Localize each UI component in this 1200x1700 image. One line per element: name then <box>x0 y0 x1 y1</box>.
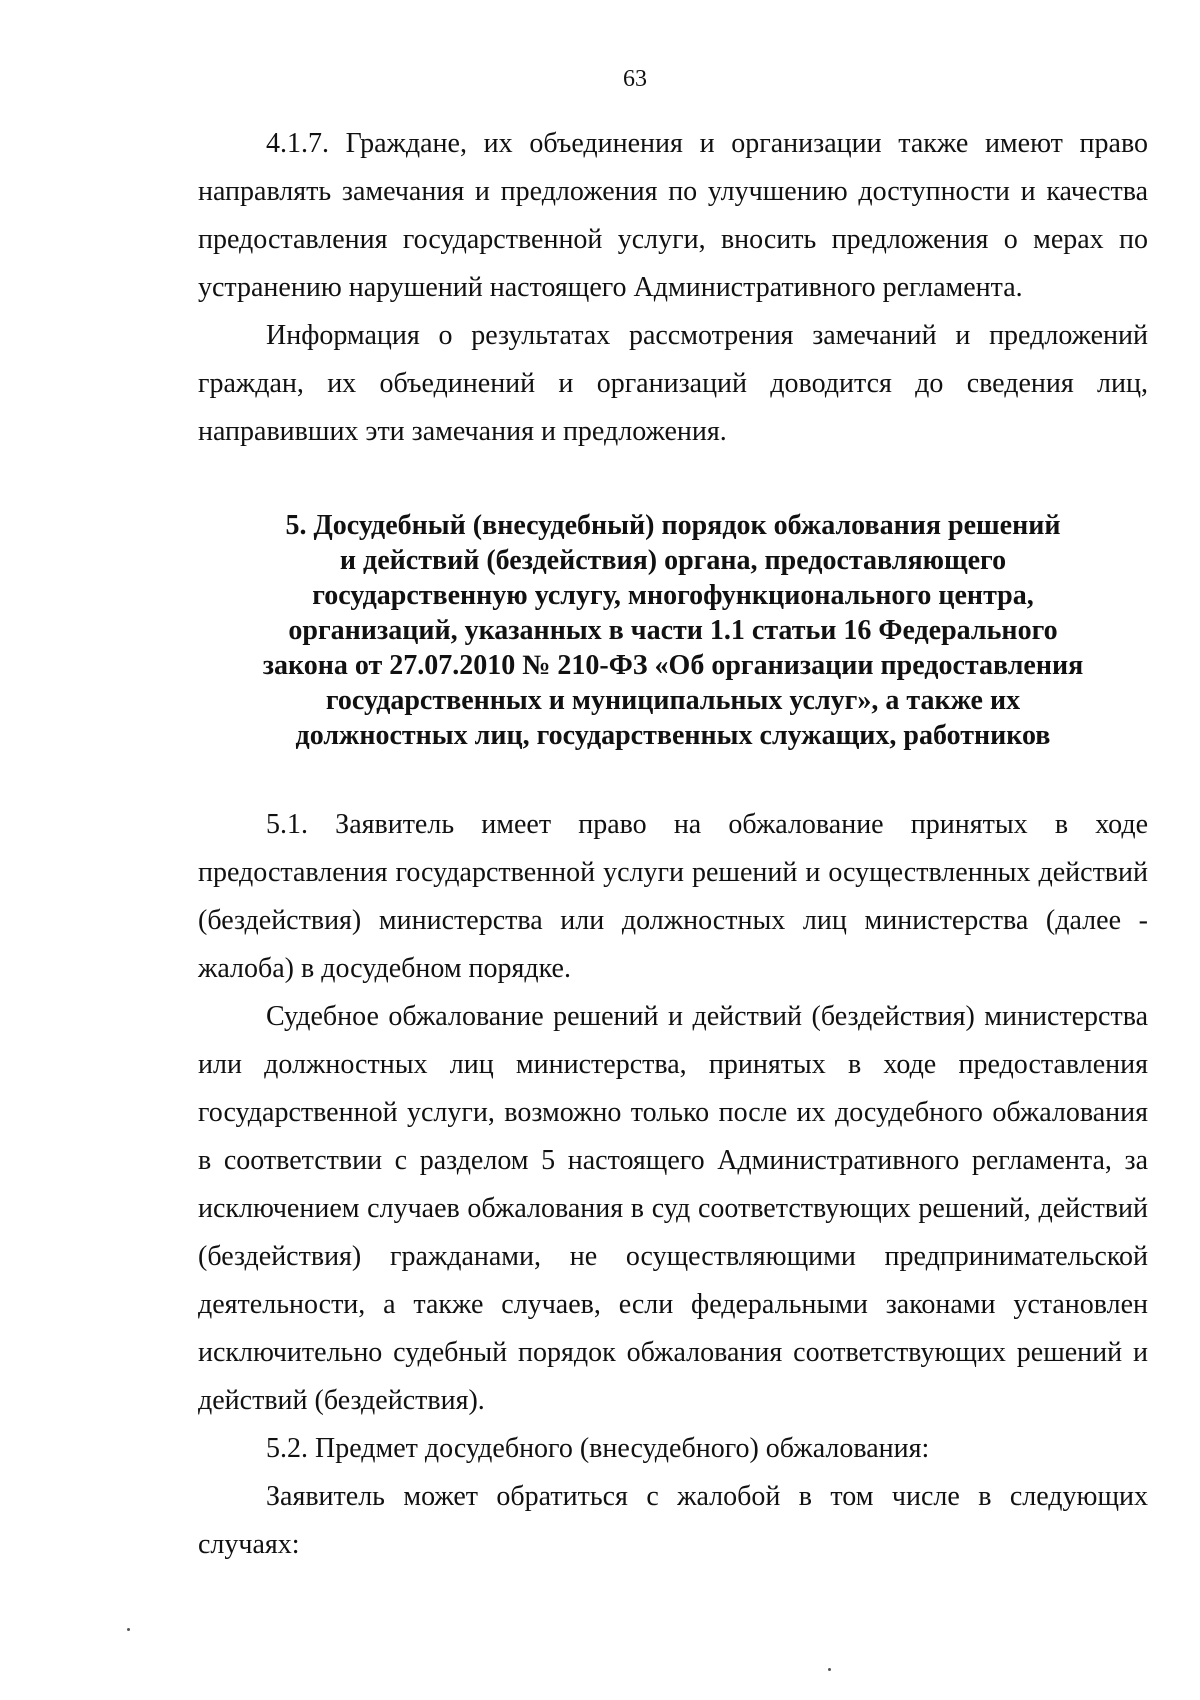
paragraph-5-2: 5.2. Предмет досудебного (внесудебного) обжалования: <box>266 1433 930 1464</box>
paragraph-information: Информация о результатах рассмотрения замечаний и предложений граждан, их объединений и организаций доводится до сведения лиц, направивших эти замечания и предложения. <box>198 320 1148 447</box>
heading-line: организаций, указанных в части 1.1 статьи 16 Федерального <box>288 615 1058 646</box>
heading-line: закона от 27.07.2010 № 210-ФЗ «Об организации предоставления <box>262 650 1084 681</box>
scan-speck <box>828 1668 831 1671</box>
paragraph-complaint-cases: Заявитель может обратиться с жалобой в том числе в следующих случаях: <box>198 1481 1148 1560</box>
page-number: 63 <box>623 66 647 92</box>
heading-line: государственную услугу, многофункционального центра, <box>312 580 1034 611</box>
heading-line: и действий (бездействия) органа, предоставляющего <box>339 545 1007 576</box>
heading-line: 5. Досудебный (внесудебный) порядок обжалования решений <box>285 510 1061 541</box>
page-content <box>198 120 1148 1569</box>
paragraph-4-1-7: 4.1.7. Граждане, их объединения и организации также имеют право направлять замечания и предложения по улучшению доступности и качества предоставления государственной услуги, вносить предложения о мерах по устранению нарушений настоящего Административного регламента. <box>198 128 1148 303</box>
scan-speck <box>127 1628 130 1631</box>
paragraph-judicial-appeal: Судебное обжалование решений и действий (бездействия) министерства или должностных лиц министерства, принятых в ходе предоставления государственной услуги, возможно только после их досудебного обжалования в соответствии с разделом 5 настоящего Административного регламента, за исключением случаев обжалования в суд соответствующих решений, действий (бездействия) гражданами, не осуществляющими предпринимательской деятельности, а также случаев, если федеральными законами установлен исключительно судебный порядок обжалования соответствующих решений и действий (бездействия). <box>198 1001 1148 1416</box>
paragraph-5-1: 5.1. Заявитель имеет право на обжалование принятых в ходе предоставления государственной услуги решений и осуществленных действий (бездействия) министерства или должностных лиц министерства (далее - жалоба) в досудебном порядке. <box>198 809 1148 984</box>
heading-line: государственных и муниципальных услуг», а также их <box>325 685 1021 716</box>
heading-line: должностных лиц, государственных служащих, работников <box>295 720 1051 751</box>
section-5-heading <box>198 508 1148 753</box>
